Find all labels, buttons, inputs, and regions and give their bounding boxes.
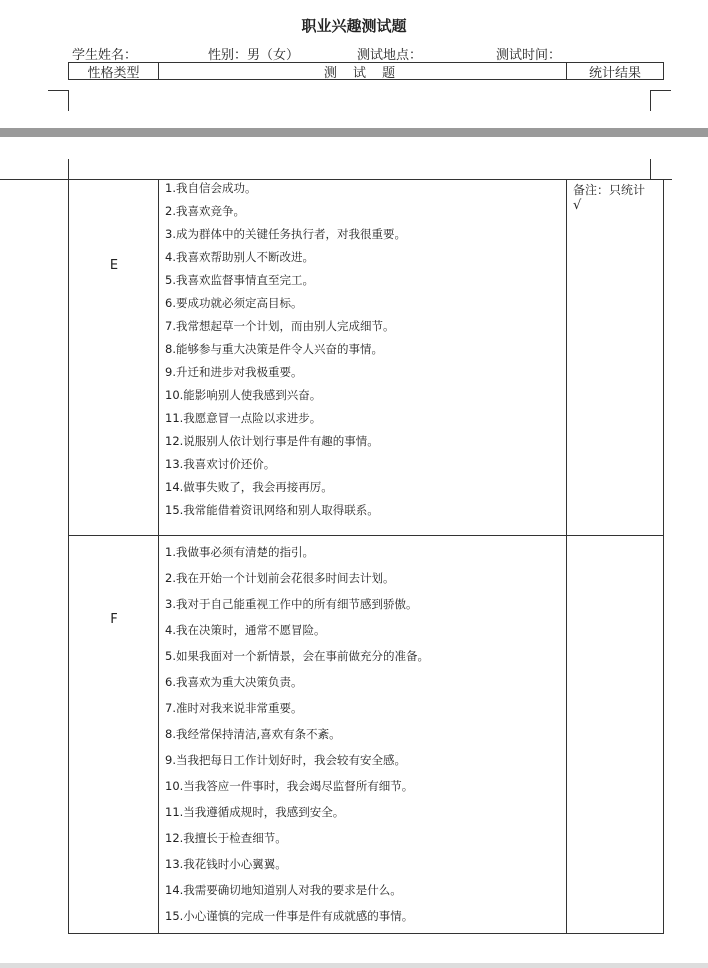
list-item: 11.当我遵循成规时，我感到安全。 — [165, 805, 345, 819]
list-item: 1.我自信会成功。 — [165, 181, 257, 195]
gender-label: 性别：男（女） — [208, 48, 300, 63]
list-item: 12.我擅长于检查细节。 — [165, 831, 287, 845]
test-location-label: 测试地点： — [357, 48, 423, 63]
result-note — [573, 182, 663, 214]
list-item: 11.我愿意冒一点险以求进步。 — [165, 411, 322, 425]
list-item: 2.我喜欢竞争。 — [165, 204, 245, 218]
list-item: 13.我喜欢讨价还价。 — [165, 457, 276, 471]
header-type-cell: 性格类型 — [69, 63, 159, 79]
list-item: 8.我经常保持清洁,喜欢有条不紊。 — [165, 727, 341, 741]
list-item: 5.我喜欢监督事情直至完工。 — [165, 273, 314, 287]
page-separator — [0, 128, 708, 137]
table-top-rule-left — [0, 179, 70, 180]
list-item: 14.做事失败了，我会再接再厉。 — [165, 480, 333, 494]
list-item: 15.我常能借着资讯网络和别人取得联系。 — [165, 503, 379, 517]
list-item: 6.要成功就必须定高目标。 — [165, 296, 303, 310]
list-item: 9.当我把每日工作计划好时，我会较有安全感。 — [165, 753, 406, 767]
list-item: 1.我做事必须有清楚的指引。 — [165, 545, 314, 559]
column-divider-1 — [158, 180, 159, 933]
questions-table — [68, 179, 664, 934]
type-label-f: F — [110, 612, 118, 627]
type-label-e: E — [109, 258, 119, 273]
list-item: 13.我花钱时小心翼翼。 — [165, 857, 287, 871]
question-list-f — [165, 544, 565, 930]
header-questions-cell: 测 试 题 — [159, 63, 567, 79]
page-title: 职业兴趣测试题 — [301, 17, 407, 35]
question-list-e — [165, 180, 565, 525]
crop-mark-bottom-right — [650, 159, 671, 179]
column-divider-2 — [566, 180, 567, 933]
list-item: 2.我在开始一个计划前会花很多时间去计划。 — [165, 571, 395, 585]
bottom-rule — [0, 963, 708, 968]
list-item: 9.升迁和进步对我极重要。 — [165, 365, 303, 379]
list-item: 8.能够参与重大决策是件令人兴奋的事情。 — [165, 342, 383, 356]
list-item: 3.我对于自己能重视工作中的所有细节感到骄傲。 — [165, 597, 418, 611]
list-item: 7.准时对我来说非常重要。 — [165, 701, 303, 715]
check-mark-icon: √ — [573, 198, 582, 213]
crop-mark-top-right — [650, 90, 671, 111]
crop-mark-top-left — [48, 90, 69, 111]
row-divider — [69, 535, 663, 536]
list-item: 3.成为群体中的关键任务执行者，对我很重要。 — [165, 227, 406, 241]
list-item: 7.我常想起草一个计划，而由别人完成细节。 — [165, 319, 395, 333]
header-result-cell: 统计结果 — [588, 65, 641, 81]
note-text: 备注：只统计 — [573, 183, 646, 197]
list-item: 5.如果我面对一个新情景，会在事前做充分的准备。 — [165, 649, 429, 663]
list-item: 4.我在决策时，通常不愿冒险。 — [165, 623, 326, 637]
list-item: 15.小心谨慎的完成一件事是件有成就感的事情。 — [165, 909, 414, 923]
list-item: 14.我需要确切地知道别人对我的要求是什么。 — [165, 883, 402, 897]
student-name-label: 学生姓名： — [72, 48, 138, 63]
list-item: 10.能影响别人使我感到兴奋。 — [165, 388, 322, 402]
list-item: 10.当我答应一件事时，我会竭尽监督所有细节。 — [165, 779, 414, 793]
list-item: 4.我喜欢帮助别人不断改进。 — [165, 250, 314, 264]
list-item: 6.我喜欢为重大决策负责。 — [165, 675, 303, 689]
table-header — [68, 62, 664, 80]
page-top — [0, 0, 708, 128]
crop-mark-bottom-left — [48, 159, 69, 179]
list-item: 12.说服别人依计划行事是件有趣的事情。 — [165, 434, 379, 448]
test-time-label: 测试时间： — [496, 48, 562, 63]
